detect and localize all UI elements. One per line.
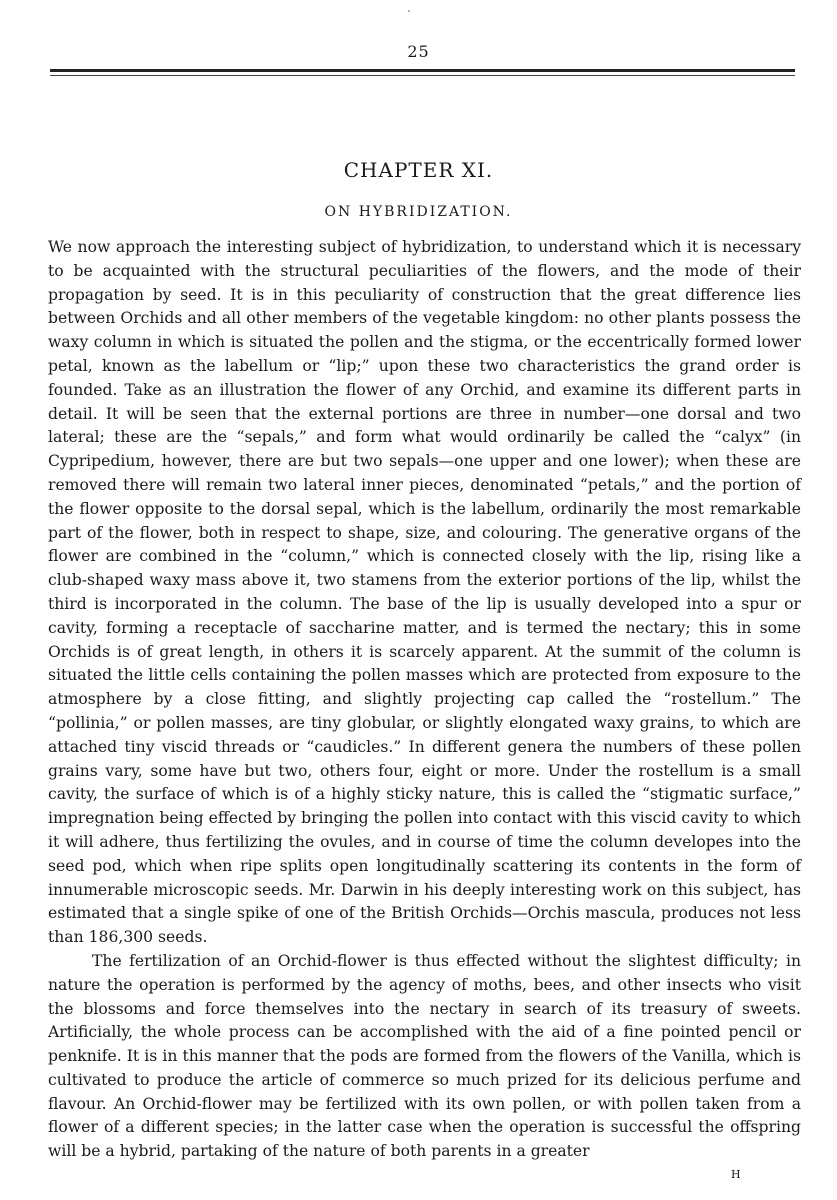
page-number: 25 [407,42,430,61]
header-rule-thick [50,69,795,72]
section-title: ON HYBRIDIZATION. [324,204,513,220]
signature-mark: H [731,1168,741,1181]
paragraph-1: We now approach the interesting subject of hybridization, to understand which it is necessary to be acquainted with the structural peculiarities of the flowers, and the mode of their propagation by seed. It is in this peculiarity of construction that the great difference lies between Orchids and all other members of the vegetable kingdom: no other plants possess the waxy column in which is situated the pollen and the stigma, or the eccentrically formed lower petal, known as the labellum or “lip;” upon these two characteristics the grand order is founded. Take as an illustration the flower of any Orchid, and examine its different parts in detail. It will be seen that the external portions are three in number—one dorsal and two lateral; these are the “sepals,” and form what would ordinarily be called the “calyx” (in Cypripedium, however, there are but two sepals—one upper and one lower); when these are removed there will remain two lateral inner pieces, denominated “petals,” and the portion of the flower opposite to the dorsal sepal, which is the labellum, ordinarily the most remarkable part of the flower, both in respect to shape, size, and colouring. The generative organs of the flower are combined in the “column,” which is connected closely with the lip, rising like a club-shaped waxy mass above it, two stamens from the exterior portions of the lip, whilst the third is incorporated in the column. The base of the lip is usually developed into a spur or cavity, forming a receptacle of saccharine matter, and is termed the nectary; this in some Orchids is of great length, in others it is scarcely apparent. At the summit of the column is situated the little cells containing the pollen masses which are protected from exposure to the atmosphere by a close fitting, and slightly projecting cap called the “rostellum.” The “pollinia,” or pollen masses, are tiny globular, or slightly elongated waxy grains, to which are attached tiny viscid threads or “caudicles.” In different genera the numbers of these pollen grains vary, some have but two, others four, eight or more. Under the rostellum is a small cavity, the surface of which is of a highly sticky nature, this is called the “stigmatic surface,” impregnation being effected by bringing the pollen into contact with this viscid cavity to which it will adhere, thus fertilizing the ovules, and in course of time the column developes into the seed pod, which when ripe splits open longitudinally scattering its contents in the form of innumerable microscopic seeds. Mr. Darwin in his deeply interesting work on this subject, has estimated that a single spike of one of the British Orchids—Orchis mascula, produces not less than 186,300 seeds. [48,238,801,947]
body-text [48,236,801,1164]
chapter-title: CHAPTER XI. [343,158,494,182]
paragraph-2: The fertilization of an Orchid-flower is thus effected without the slightest difficulty; in nature the operation is performed by the agency of moths, bees, and other insects who visit the blossoms and force themselves into the nectary in search of its treasury of sweets. Artificially, the whole process can be accomplished with the aid of a fine pointed pencil or penknife. It is in this manner that the pods are formed from the flowers of the Vanilla, which is cultivated to produce the article of commerce so much prized for its delicious perfume and flavour. An Orchid-flower may be fertilized with its own pollen, or with pollen taken from a flower of a different species; in the latter case when the operation is successful the offspring will be a hybrid, partaking of the nature of both parents in a greater [48,951,801,1161]
ink-speck [408,10,410,12]
header-rule-thin [50,75,795,76]
